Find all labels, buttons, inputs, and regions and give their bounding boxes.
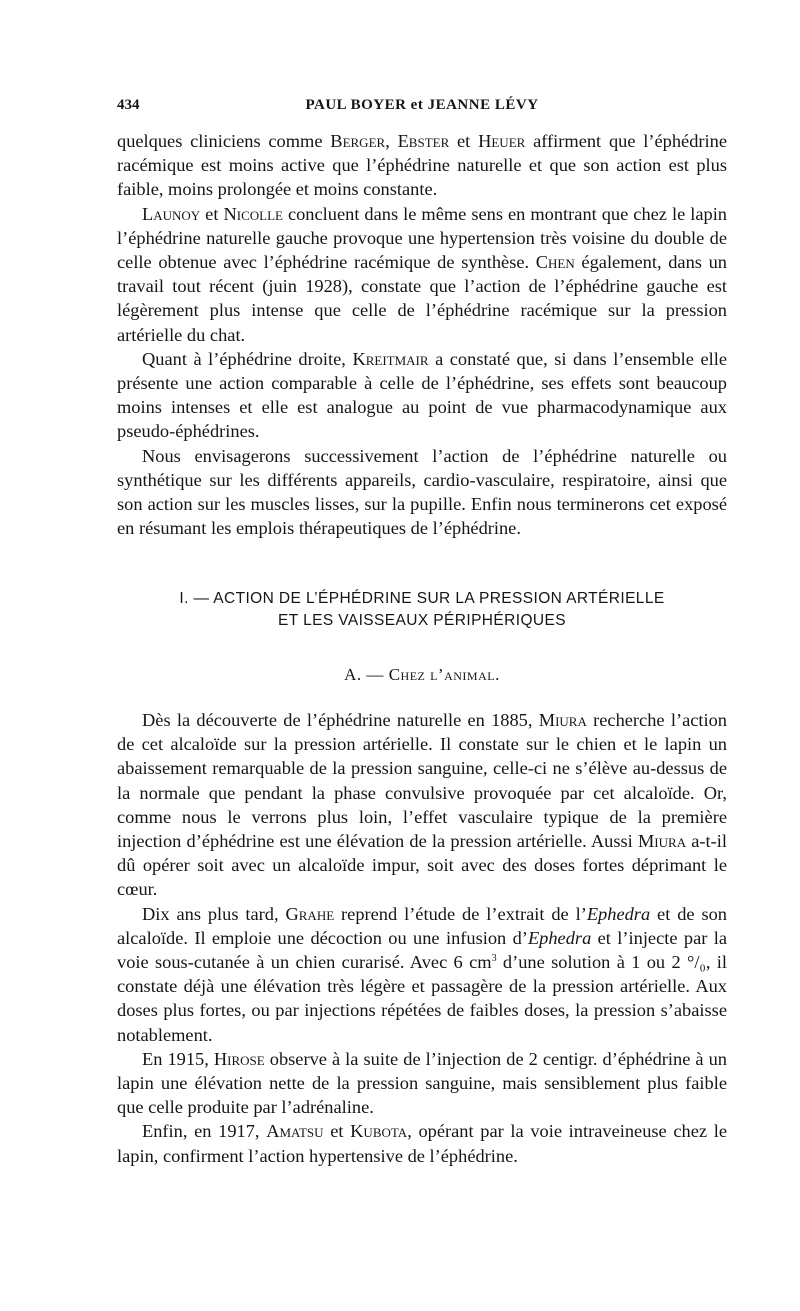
- text-run: Quant à l’éphédrine droite,: [142, 348, 353, 369]
- author-name: Kreitmair: [352, 348, 429, 369]
- section-heading: [117, 588, 727, 632]
- text-run: également, dans un travail tout récent (juin 1928), constate que l’action de l’éphédrine gauche est légèrement plus intense que celle de l’éphédrine racémique sur la pression artérielle du chat.: [117, 252, 727, 345]
- paragraph-3: [117, 347, 727, 444]
- text-run: et: [200, 203, 224, 224]
- section-heading-line-1: I. — ACTION DE L’ÉPHÉDRINE SUR LA PRESSION ARTÉRIELLE: [179, 590, 665, 607]
- author-name: Miura: [637, 831, 687, 852]
- paragraph-1: [117, 129, 727, 202]
- author-name: Kubota: [350, 1121, 408, 1142]
- text-run: quelques cliniciens comme: [117, 131, 331, 151]
- text-run: recherche l’action de cet alcaloïde sur la pression artérielle. Il constate sur le chien et le lapin un abaissement remarquable de la pression sanguine, celle-ci ne s’élève au-dessus de la normale que pendant la phase convulsive provoquée par cet alcaloïde. Or, comme nous le verrons plus loin, l’effet vasculaire typique de la première injection d’éphédrine est une élévation de la pression artérielle. Aussi: [117, 710, 728, 852]
- paragraph-5: [117, 708, 727, 902]
- text-run: reprend l’étude de l’extrait de l’: [334, 903, 587, 924]
- text-run: affirment que l’éphédrine racémique est moins active que l’éphédrine naturelle et que son action est plus faible, moins prolongée et moins constante.: [117, 131, 728, 200]
- superscript: 3: [491, 952, 497, 964]
- text-run: ,: [385, 131, 398, 151]
- text-run: Dès la découverte de l’éphédrine naturelle en 1885,: [142, 710, 539, 730]
- author-name: Amatsu: [266, 1121, 324, 1142]
- text-run: d’une solution à 1 ou 2 °/₀, il constate déjà une élévation très légère et passagère de la pression artérielle. Aux doses plus fortes, ou par injections répétées de faibles doses, la pression s’abaisse notablement.: [117, 952, 727, 1045]
- author-name: Berger: [330, 131, 386, 151]
- page-header: [117, 97, 727, 119]
- paragraph-7: [117, 1047, 727, 1120]
- author-name: Nicolle: [223, 203, 283, 224]
- genus-name: Ephedra: [586, 903, 651, 924]
- genus-name: Ephedra: [527, 927, 592, 948]
- author-name: Miura: [538, 710, 587, 730]
- text-run: et l’injecte par la voie sous-cutanée à un chien curarisé. Avec 6 cm: [117, 927, 728, 973]
- text-run: concluent dans le même sens en montrant que chez le lapin l’éphédrine naturelle gauche provoque une hypertension très voisine du double de celle obtenue avec l’éphédrine racémique de synthèse.: [117, 203, 728, 273]
- text-run: En 1915,: [142, 1048, 214, 1069]
- text-run: Enfin, en 1917,: [142, 1121, 267, 1142]
- paragraph-6: [117, 902, 727, 1047]
- author-name: Hirose: [213, 1048, 265, 1069]
- subsection-heading: [117, 665, 727, 685]
- author-name: Ebster: [397, 131, 450, 151]
- paragraph-4: [117, 444, 727, 541]
- text-run: et: [323, 1121, 351, 1142]
- text-block-upper: [117, 129, 727, 540]
- author-name: Launoy: [142, 203, 201, 224]
- author-name: Grahe: [285, 903, 335, 924]
- paragraph-2: [117, 202, 727, 347]
- text-run: Dix ans plus tard,: [142, 903, 286, 924]
- subsection-prefix: A. —: [344, 665, 389, 684]
- paragraph-8: [117, 1119, 727, 1167]
- text-run: a-t-il dû opérer soit avec un alcaloïde impur, soit avec des doses fortes déprimant le cœur.: [117, 831, 727, 900]
- page-number: 434: [117, 97, 140, 113]
- text-run: et de son alcaloïde. Il emploie une décoction ou une infusion d’: [117, 903, 727, 948]
- author-name: Heuer: [478, 131, 526, 151]
- text-run: et: [449, 131, 479, 151]
- running-title: PAUL BOYER et JEANNE LÉVY: [305, 97, 539, 113]
- text-run: , opérant par la voie intraveineuse chez le lapin, confirment l’action hypertensive de l’éphédrine.: [117, 1121, 727, 1166]
- text-run: observe à la suite de l’injection de 2 centigr. d’éphédrine à un lapin une élévation nette de la pression sanguine, mais sensiblement plus faible que celle produite par l’adrénaline.: [117, 1048, 727, 1118]
- text-run: Nous envisagerons successivement l’action de l’éphédrine naturelle ou synthétique sur les différents appareils, cardio-vasculaire, respiratoire, ainsi que son action sur les muscles lisses, sur la pupille. Enfin nous terminerons cet exposé en résumant les emplois thérapeutiques de l’éphédrine.: [117, 445, 727, 539]
- subsection-title: Chez l’animal.: [388, 665, 500, 684]
- text-block-lower: [117, 708, 727, 1168]
- text-run: a constaté que, si dans l’ensemble elle présente une action comparable à celle de l’éphédrine, ses effets sont beaucoup moins intenses et elle est analogue au point de vue pharmacodynamique aux pseudo-éphédrines.: [117, 348, 727, 442]
- author-name: Chen: [535, 252, 575, 273]
- section-heading-line-2: ET LES VAISSEAUX PÉRIPHÉRIQUES: [278, 612, 566, 629]
